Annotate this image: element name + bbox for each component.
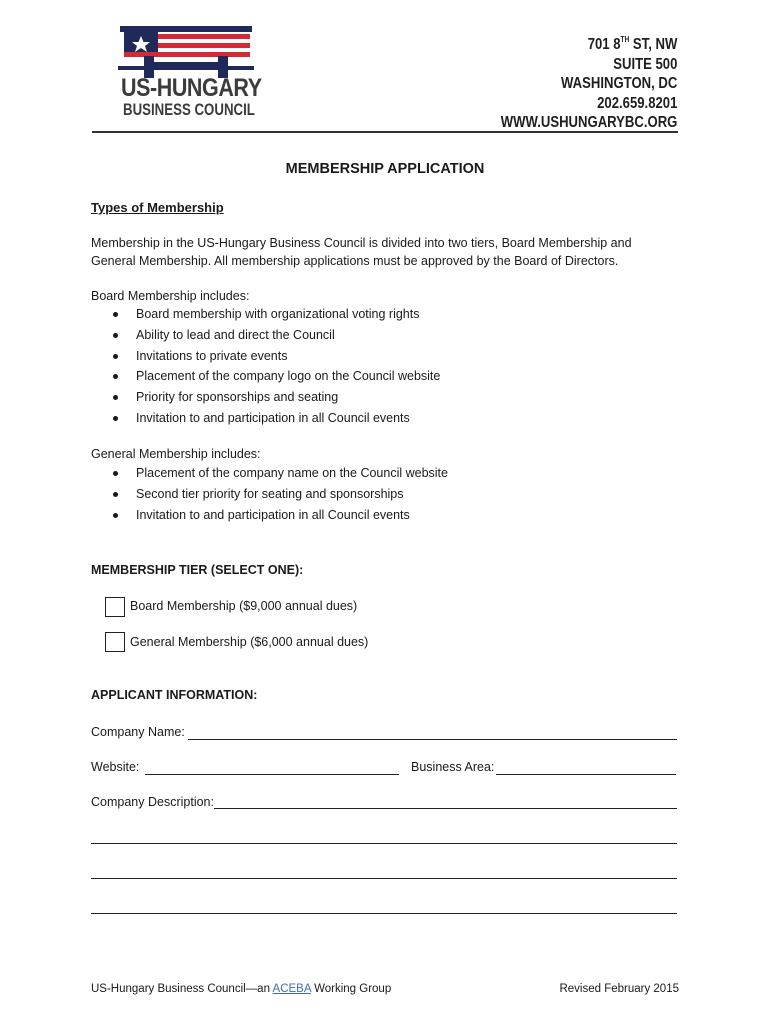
board-membership-checkbox[interactable] (105, 597, 125, 617)
header-divider (92, 131, 678, 133)
business-area-field[interactable] (496, 774, 676, 775)
aceba-link[interactable]: ACEBA (272, 983, 311, 995)
general-benefits-list (110, 463, 448, 525)
footer-left-suffix: Working Group (310, 983, 392, 995)
list-item: Invitations to private events (110, 346, 440, 367)
page-title: MEMBERSHIP APPLICATION (285, 161, 485, 177)
business-area-label: Business Area: (411, 760, 495, 774)
website-field[interactable] (145, 774, 399, 775)
company-description-label: Company Description: (91, 795, 214, 809)
board-includes-label: Board Membership includes: (91, 289, 250, 303)
list-item: Priority for sponsorships and seating (110, 387, 440, 408)
company-description-line-2[interactable] (91, 843, 677, 844)
website-label: Website: (91, 760, 140, 774)
applicant-info-heading: APPLICANT INFORMATION: (91, 688, 258, 702)
company-description-field[interactable] (214, 808, 677, 809)
types-paragraph-line-1: Membership in the US-Hungary Business Council is divided into two tiers, Board Membership and (91, 236, 632, 250)
footer-left (91, 983, 391, 995)
types-paragraph (91, 234, 681, 270)
list-item: Placement of the company name on the Council website (110, 463, 448, 484)
list-item: Ability to lead and direct the Council (110, 325, 440, 346)
logo-subtitle: BUSINESS COUNCIL (123, 100, 255, 119)
address-street: 701 8TH ST, NW (587, 35, 677, 53)
footer-left-text: US-Hungary Business Council—an (91, 983, 273, 995)
types-paragraph-line-2: General Membership. All membership applications must be approved by the Board of Directors. (91, 254, 619, 268)
bridge-flag-icon (118, 22, 258, 82)
address-website: WWW.USHUNGARYBC.ORG (500, 114, 677, 131)
address-suite: SUITE 500 (612, 55, 677, 73)
list-item: Board membership with organizational voting rights (110, 304, 440, 325)
address-block (500, 30, 677, 133)
board-membership-label: Board Membership ($9,000 annual dues) (130, 599, 358, 613)
list-item: Placement of the company logo on the Council website (110, 366, 440, 387)
company-description-line-3[interactable] (91, 878, 677, 879)
list-item: Invitation to and participation in all Council events (110, 408, 440, 429)
general-includes-label: General Membership includes: (91, 447, 261, 461)
list-item: Invitation to and participation in all Council events (110, 505, 448, 526)
membership-tier-heading: MEMBERSHIP TIER (SELECT ONE): (91, 563, 304, 577)
footer-revision-date: Revised February 2015 (559, 983, 679, 995)
logo-wordmark: US-HUNGARY (121, 74, 262, 102)
company-name-field[interactable] (188, 739, 677, 740)
board-benefits-list (110, 304, 440, 429)
company-description-line-4[interactable] (91, 913, 677, 914)
address-city: WASHINGTON, DC (560, 75, 677, 92)
general-membership-label: General Membership ($6,000 annual dues) (130, 635, 369, 649)
address-phone: 202.659.8201 (596, 94, 677, 112)
company-name-label: Company Name: (91, 725, 185, 739)
types-heading: Types of Membership (91, 200, 224, 215)
list-item: Second tier priority for seating and sponsorships (110, 484, 448, 505)
general-membership-checkbox[interactable] (105, 632, 125, 652)
